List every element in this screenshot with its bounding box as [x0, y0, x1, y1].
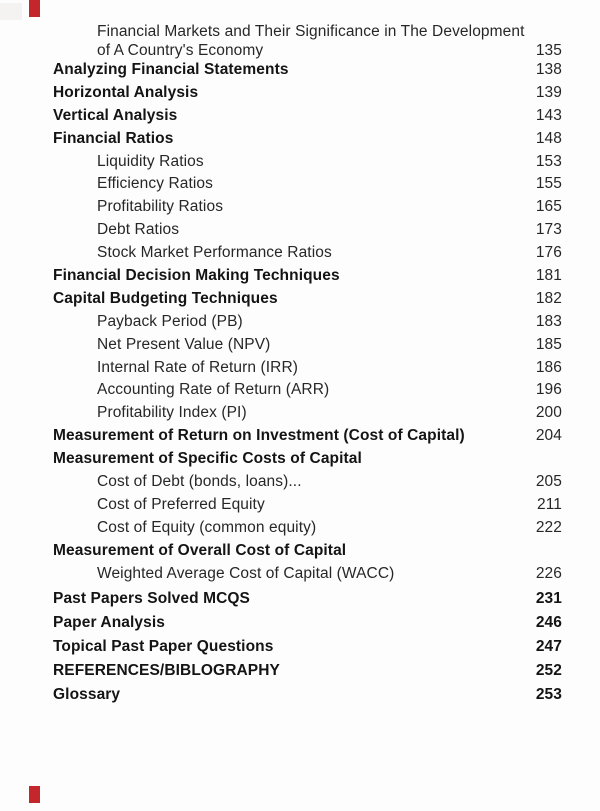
toc-page-number: 196: [535, 381, 562, 399]
toc-row: [53, 613, 562, 637]
toc-entry-label: Horizontal Analysis: [53, 83, 199, 101]
toc-row: [53, 358, 562, 381]
toc-entry-label: Debt Ratios: [97, 221, 180, 239]
toc-entry-label: Topical Past Paper Questions: [53, 638, 274, 656]
toc-page-number: 139: [535, 83, 562, 101]
toc-page-number: 253: [535, 685, 562, 703]
toc-page-number: 205: [535, 473, 562, 491]
toc-row: [53, 589, 562, 613]
toc-row: [53, 197, 562, 220]
toc-entry-label: Liquidity Ratios: [97, 152, 204, 170]
toc-entry-line1: Financial Markets and Their Significance in The Development: [97, 23, 525, 40]
toc-entry-label: Efficiency Ratios: [97, 175, 213, 193]
toc-row: [53, 637, 562, 661]
toc-list: [53, 16, 562, 708]
toc-entry-label: Financial Ratios: [53, 129, 174, 147]
toc-page-number: 176: [535, 244, 562, 262]
toc-row: [53, 83, 562, 106]
toc-entry-label: REFERENCES/BIBLOGRAPHY: [53, 661, 280, 679]
toc-page-number: 252: [535, 661, 562, 679]
toc-entry-label: Net Present Value (NPV): [97, 335, 271, 353]
toc-entry-label: Paper Analysis: [53, 614, 165, 632]
toc-page-number: 155: [535, 175, 562, 193]
toc-entry-label: Cost of Equity (common equity): [97, 518, 317, 536]
toc-page-number: 182: [535, 289, 562, 307]
toc-row: [53, 16, 562, 60]
toc-page-number: 222: [535, 518, 562, 536]
toc-entry-label: Accounting Rate of Return (ARR): [97, 381, 330, 399]
toc-row: [53, 174, 562, 197]
toc-row: [53, 106, 562, 129]
toc-entry-label: Cost of Debt (bonds, loans)...: [97, 473, 302, 491]
toc-entry-label: Glossary: [53, 685, 121, 703]
toc-row: [53, 495, 562, 518]
toc-page-number: 165: [535, 198, 562, 216]
toc-entry-line2: of A Country's Economy: [97, 41, 264, 59]
toc-page-number: 153: [535, 152, 562, 170]
toc-page-number: 185: [535, 335, 562, 353]
toc-page-number: 204: [535, 427, 562, 445]
toc-entry-label: Internal Rate of Return (IRR): [97, 358, 299, 376]
toc-entry-label: Stock Market Performance Ratios: [97, 244, 332, 262]
toc-page-number: 211: [536, 495, 562, 513]
toc-row: [53, 564, 562, 587]
toc-row: [53, 661, 562, 685]
toc-page-number: 138: [535, 61, 562, 78]
toc-page-number: 135: [535, 42, 562, 59]
toc-page-number: 247: [535, 638, 562, 656]
toc-entry-label: Payback Period (PB): [97, 312, 243, 330]
toc-page-number: 226: [535, 564, 562, 582]
toc-page-number: 173: [535, 221, 562, 239]
toc-row: [53, 472, 562, 495]
toc-entry-label: Past Papers Solved MCQS: [53, 590, 250, 608]
toc-page-number: 183: [535, 312, 562, 330]
red-edge-mark-top: [29, 0, 40, 17]
toc-row: [53, 685, 562, 709]
toc-row: [53, 449, 562, 472]
toc-entry-label: Profitability Ratios: [97, 198, 224, 216]
toc-page-number: 200: [535, 404, 562, 422]
toc-entry-label: Cost of Preferred Equity: [97, 495, 265, 513]
toc-row: [53, 60, 562, 83]
scan-smudge: [0, 3, 22, 20]
toc-row: [53, 518, 562, 541]
toc-row: [53, 266, 562, 289]
toc-entry-label: Capital Budgeting Techniques: [53, 289, 278, 307]
toc-row: [53, 312, 562, 335]
toc-entry-label: Measurement of Specific Costs of Capital: [53, 450, 362, 468]
toc-entry-label: Measurement of Overall Cost of Capital: [53, 541, 347, 559]
toc-entry-label: [97, 23, 525, 60]
toc-entry-label: Profitability Index (PI): [97, 404, 247, 422]
toc-page-number: 231: [535, 590, 562, 608]
toc-row: [53, 289, 562, 312]
toc-entry-label: Measurement of Return on Investment (Cost of Capital): [53, 427, 465, 445]
toc-page-number: 186: [535, 358, 562, 376]
red-edge-mark-bottom: [29, 786, 40, 803]
toc-page-number: 246: [535, 614, 562, 632]
toc-entry-label: Weighted Average Cost of Capital (WACC): [97, 564, 395, 582]
toc-row: [53, 129, 562, 152]
toc-entry-label: Vertical Analysis: [53, 106, 178, 124]
toc-row: [53, 243, 562, 266]
toc-row: [53, 152, 562, 175]
toc-row: [53, 541, 562, 564]
toc-row: [53, 220, 562, 243]
toc-page-number: 148: [535, 129, 562, 147]
toc-row: [53, 335, 562, 358]
toc-entry-label: Financial Decision Making Techniques: [53, 267, 340, 285]
toc-row: [53, 426, 562, 449]
toc-page-number: 143: [535, 106, 562, 124]
toc-row: [53, 380, 562, 403]
toc-page-number: 181: [535, 267, 562, 285]
toc-row: [53, 403, 562, 426]
toc-entry-label: Analyzing Financial Statements: [53, 61, 289, 78]
